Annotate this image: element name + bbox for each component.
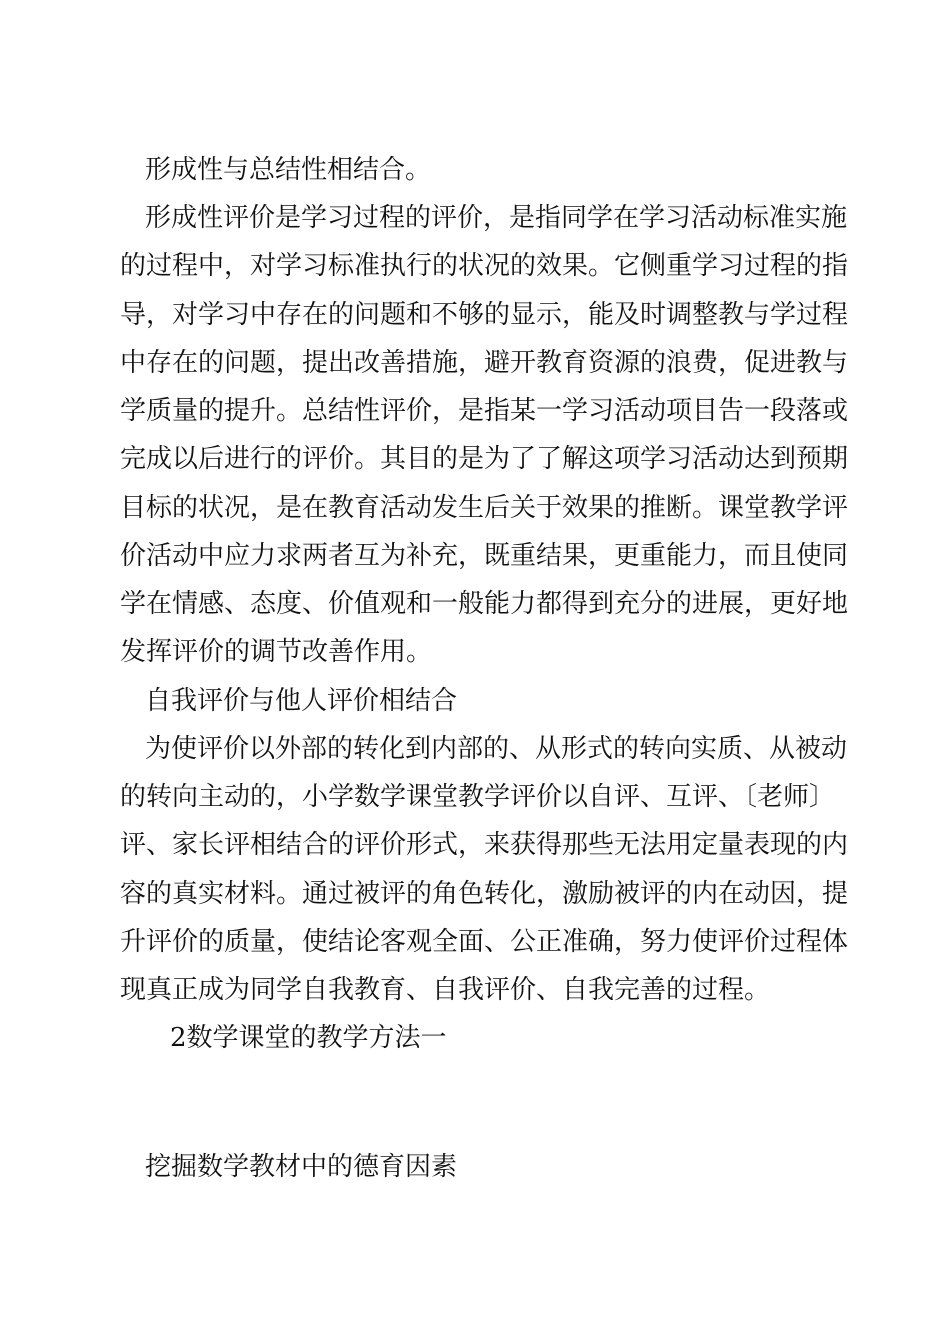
paragraph-line: 形成性评价是学习过程的评价，是指同学在学习活动标准实施 xyxy=(145,203,848,233)
paragraph-line: 的转向主动的，小学数学课堂教学评价以自评、互评、〔老师〕 xyxy=(120,782,836,812)
paragraph-line: 导，对学习中存在的问题和不够的显示，能及时调整教与学过程 xyxy=(120,300,849,330)
paragraph-line: 完成以后进行的评价。其目的是为了了解这项学习活动达到预期 xyxy=(120,444,849,474)
paragraph-line: 发挥评价的调节改善作用。 xyxy=(120,637,433,667)
paragraph-line: 为使评价以外部的转化到内部的、从形式的转向实质、从被动 xyxy=(145,734,848,764)
paragraph-line: 容的真实材料。通过被评的角色转化，激励被评的内在动因，提 xyxy=(120,879,849,909)
heading-self-other: 自我评价与他人评价相结合 xyxy=(145,686,458,716)
section-title: 2数学课堂的教学方法一 xyxy=(170,1023,447,1053)
paragraph-line: 目标的状况，是在教育活动发生后关于效果的推断。课堂教学评 xyxy=(120,493,849,523)
paragraph-line: 评、家长评相结合的评价形式，来获得那些无法用定量表现的内 xyxy=(120,830,849,860)
paragraph-line: 升评价的质量，使结论客观全面、公正准确，努力使评价过程体 xyxy=(120,927,849,957)
paragraph-line: 现真正成为同学自我教育、自我评价、自我完善的过程。 xyxy=(120,975,771,1005)
paragraph-line: 学质量的提升。总结性评价，是指某一学习活动项目告一段落或 xyxy=(120,396,849,426)
paragraph-line: 中存在的问题，提出改善措施，避开教育资源的浪费，促进教与 xyxy=(120,348,849,378)
paragraph-line: 价活动中应力求两者互为补充，既重结果，更重能力，而且使同 xyxy=(120,541,849,571)
paragraph-line: 学在情感、态度、价值观和一般能力都得到充分的进展，更好地 xyxy=(120,589,849,619)
heading-formative-summative: 形成性与总结性相结合。 xyxy=(145,155,432,185)
paragraph-line: 的过程中，对学习标准执行的状况的效果。它侧重学习过程的指 xyxy=(120,251,849,281)
heading-moral-education: 挖掘数学教材中的德育因素 xyxy=(145,1152,458,1182)
